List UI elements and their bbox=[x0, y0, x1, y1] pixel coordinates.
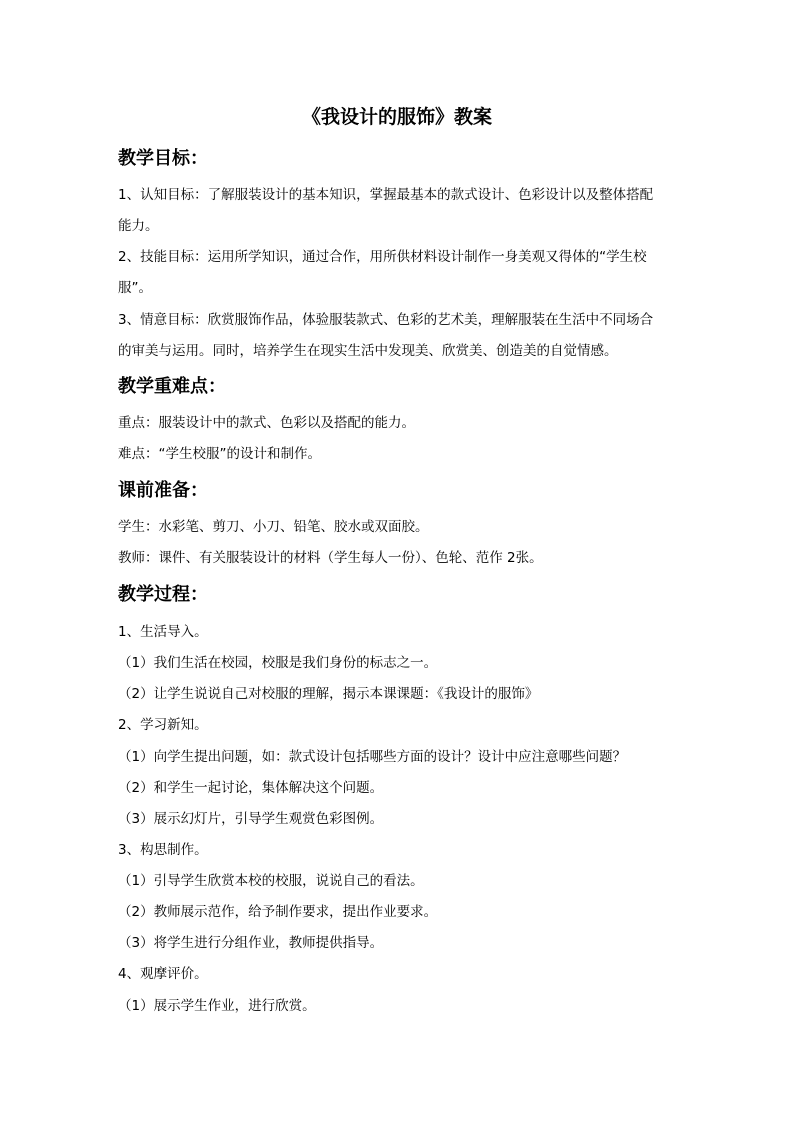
paragraph-line: 能力。 bbox=[118, 218, 159, 234]
section-heading-key-points: 教学重难点： bbox=[118, 376, 226, 397]
section-heading-objectives: 教学目标： bbox=[118, 148, 208, 169]
paragraph-line: 1、认知目标：了解服装设计的基本知识，掌握最基本的款式设计、色彩设计以及整体搭配 bbox=[118, 187, 654, 203]
paragraph-line: （1）向学生提出问题，如：款式设计包括哪些方面的设计？设计中应注意哪些问题？ bbox=[118, 749, 627, 765]
paragraph-line: 2、学习新知。 bbox=[118, 717, 208, 733]
paragraph-line: 3、情意目标：欣赏服饰作品，体验服装款式、色彩的艺术美，理解服装在生活中不同场合 bbox=[118, 312, 654, 328]
paragraph-line: 2、技能目标：运用所学知识，通过合作，用所供材料设计制作一身美观又得体的“学生校 bbox=[118, 249, 647, 265]
paragraph-line: （3）将学生进行分组作业，教师提供指导。 bbox=[118, 935, 384, 951]
paragraph-line: （1）引导学生欣赏本校的校服，说说自己的看法。 bbox=[118, 873, 424, 889]
paragraph-line: 3、构思制作。 bbox=[118, 842, 208, 858]
paragraph-line: （3）展示幻灯片，引导学生观赏色彩图例。 bbox=[118, 811, 384, 827]
paragraph-line: 的审美与运用。同时，培养学生在现实生活中发现美、欣赏美、创造美的自觉情感。 bbox=[118, 343, 618, 359]
section-heading-preparation: 课前准备： bbox=[118, 480, 208, 501]
paragraph-line: （1）展示学生作业，进行欣赏。 bbox=[118, 998, 316, 1014]
paragraph-line: （2）教师展示范作，给予制作要求，提出作业要求。 bbox=[118, 904, 438, 920]
paragraph-line: （2）让学生说说自己对校服的理解，揭示本课课题：《我设计的服饰》 bbox=[118, 686, 539, 702]
paragraph-line: 服”。 bbox=[118, 280, 152, 296]
paragraph-line: 学生：水彩笔、剪刀、小刀、铅笔、胶水或双面胶。 bbox=[118, 519, 429, 535]
paragraph-line: 教师：课件、有关服装设计的材料（学生每人一份）、色轮、范作 2张。 bbox=[118, 550, 543, 566]
paragraph-line: 难点：“学生校服”的设计和制作。 bbox=[118, 446, 321, 462]
paragraph-line: 1、生活导入。 bbox=[118, 624, 208, 640]
section-heading-process: 教学过程： bbox=[118, 584, 208, 605]
paragraph-line: 4、观摩评价。 bbox=[118, 966, 208, 982]
paragraph-line: （1）我们生活在校园，校服是我们身份的标志之一。 bbox=[118, 655, 438, 671]
paragraph-line: 重点：服装设计中的款式、色彩以及搭配的能力。 bbox=[118, 415, 415, 431]
document-title: 《我设计的服饰》教案 bbox=[301, 106, 492, 128]
paragraph-line: （2）和学生一起讨论，集体解决这个问题。 bbox=[118, 780, 384, 796]
